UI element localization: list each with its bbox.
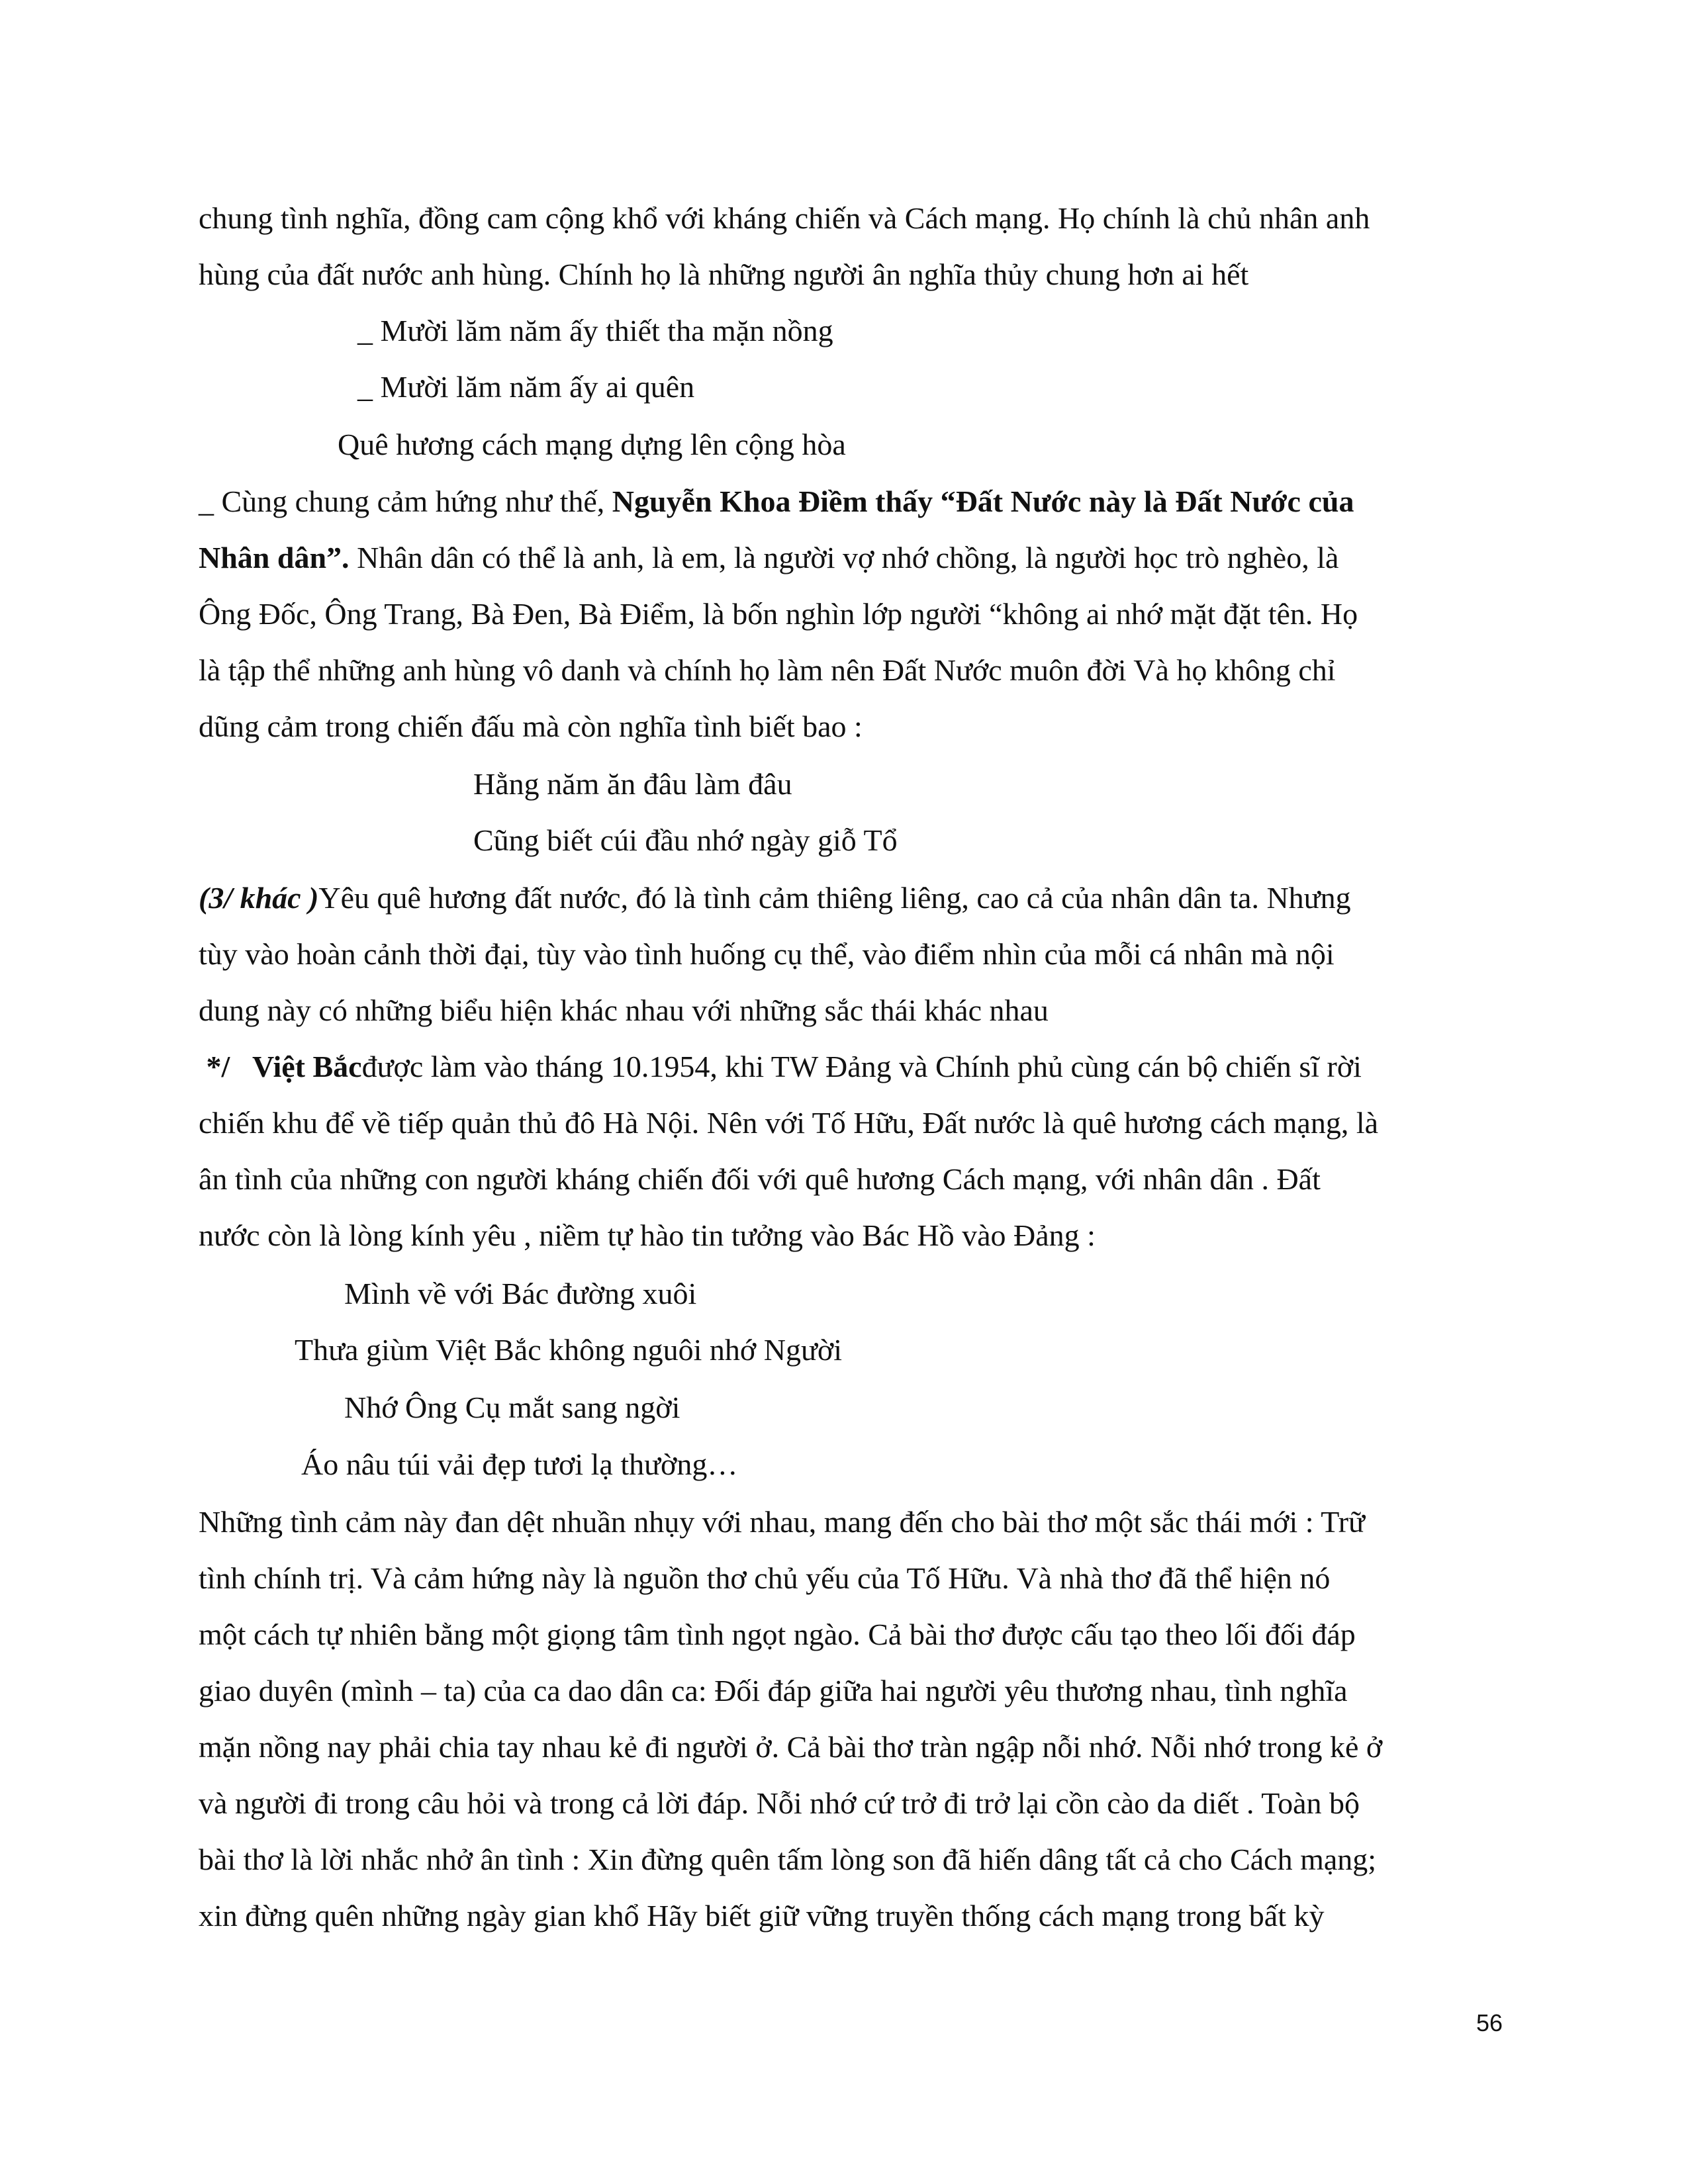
text-line: giao duyên (mình – ta) của ca dao dân ca: Đối đáp giữa hai người yêu thương nhau, tình nghĩa (199, 1674, 1348, 1707)
text-line: dũng cảm trong chiến đấu mà còn nghĩa tình biết bao : (199, 709, 863, 743)
text-line: chung tình nghĩa, đồng cam cộng khổ với kháng chiến và Cách mạng. Họ chính là chủ nhân anh (199, 201, 1370, 235)
text-line (199, 538, 1509, 578)
text-line: một cách tự nhiên bằng một giọng tâm tình ngọt ngào. Cả bài thơ được cấu tạo theo lối đối đáp (199, 1617, 1356, 1651)
poem-line: Quê hương cách mạng dựng lên cộng hòa (338, 428, 846, 461)
poem-line: Hằng năm ăn đâu làm đâu (473, 767, 792, 801)
text-line: xin đừng quên những ngày gian khổ Hãy biết giữ vững truyền thống cách mạng trong bất kỳ (199, 1899, 1325, 1933)
text-line: và người đi trong câu hỏi và trong cả lời đáp. Nỗi nhớ cứ trở đi trở lại cồn cào da diết . Toàn bộ (199, 1786, 1360, 1820)
text-run: _ Cùng chung cảm hứng như thế, (199, 484, 612, 518)
text-line: mặn nồng nay phải chia tay nhau kẻ đi người ở. Cả bài thơ tràn ngập nỗi nhớ. Nỗi nhớ trong kẻ ở (199, 1730, 1383, 1764)
poem-line: _ Mười lăm năm ấy thiết tha mặn nồng (357, 314, 833, 347)
text-run: Nhân dân có thể là anh, là em, là người vợ nhớ chồng, là người học trò nghèo, là (349, 541, 1339, 574)
poem-line: Thưa giùm Việt Bắc không nguôi nhớ Người (295, 1333, 842, 1367)
text-line: là tập thể những anh hùng vô danh và chính họ làm nên Đất Nước muôn đời Và họ không chỉ (199, 653, 1336, 687)
text-line (199, 878, 1509, 918)
text-line: bài thơ là lời nhắc nhở ân tình : Xin đừng quên tấm lòng son đã hiến dâng tất cả cho Cách mạng; (199, 1843, 1377, 1876)
poem-line: Cũng biết cúi đầu nhớ ngày giỗ Tổ (473, 823, 898, 857)
text-line: tình chính trị. Và cảm hứng này là nguồn thơ chủ yếu của Tố Hữu. Và nhà thơ đã thể hiện nó (199, 1561, 1331, 1595)
text-line: chiến khu để về tiếp quản thủ đô Hà Nội. Nên với Tố Hữu, Đất nước là quê hương cách mạng, là (199, 1106, 1379, 1140)
text-line: ân tình của những con người kháng chiến đối với quê hương Cách mạng, với nhân dân . Đất (199, 1162, 1321, 1196)
poem-line: _ Mười lăm năm ấy ai quên (357, 370, 695, 404)
text-line (199, 482, 1509, 522)
bold-text: Nguyễn Khoa Điềm thấy “Đất Nước này là Đất Nước của (612, 484, 1354, 518)
text-line (199, 1047, 1509, 1087)
text-line: tùy vào hoàn cảnh thời đại, tùy vào tình huống cụ thể, vào điểm nhìn của mỗi cá nhân mà nội (199, 937, 1335, 971)
text-line: Ông Đốc, Ông Trang, Bà Đen, Bà Điểm, là bốn nghìn lớp người “không ai nhớ mặt đặt tên. Họ (199, 597, 1358, 631)
poem-line: Nhớ Ông Cụ mắt sang ngời (344, 1390, 680, 1424)
poem-line: Mình về với Bác đường xuôi (344, 1277, 697, 1310)
text-line: dung này có những biểu hiện khác nhau với những sắc thái khác nhau (199, 993, 1049, 1027)
text-line: hùng của đất nước anh hùng. Chính họ là những người ân nghĩa thủy chung hơn ai hết (199, 257, 1249, 291)
poem-line: Áo nâu túi vải đẹp tươi lạ thường… (301, 1447, 738, 1481)
text-run: được làm vào tháng 10.1954, khi TW Đảng và Chính phủ cùng cán bộ chiến sĩ rời (361, 1050, 1362, 1083)
text-line: nước còn là lòng kính yêu , niềm tự hào tin tưởng vào Bác Hồ vào Đảng : (199, 1218, 1096, 1252)
bold-text: Nhân dân”. (199, 541, 350, 574)
bold-text: */ Việt Bắc (199, 1050, 362, 1083)
text-line: Những tình cảm này đan dệt nhuần nhụy với nhau, mang đến cho bài thơ một sắc thái mới : Trữ (199, 1505, 1365, 1539)
page-number: 56 (1476, 2009, 1503, 2036)
text-run: Yêu quê hương đất nước, đó là tình cảm thiêng liêng, cao cả của nhân dân ta. Nhưng (318, 881, 1351, 915)
section-marker: (3/ khác ) (199, 881, 319, 915)
